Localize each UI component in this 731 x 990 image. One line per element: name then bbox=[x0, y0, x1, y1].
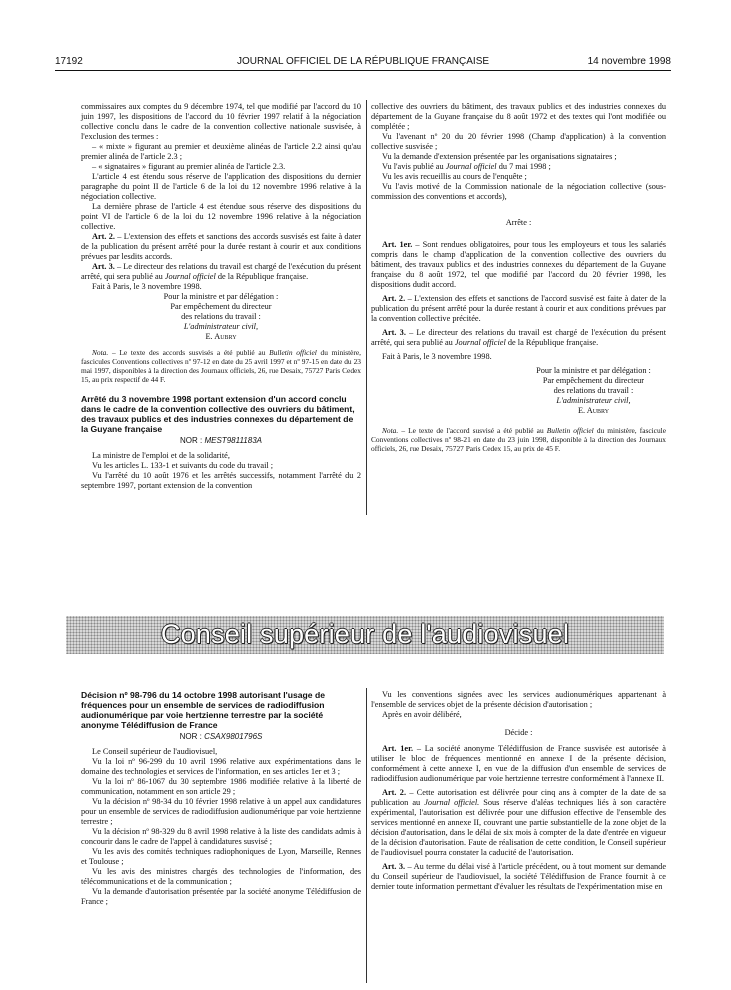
bulletin-ref: Bulletin officiel bbox=[269, 348, 317, 357]
article-2 bbox=[81, 232, 361, 262]
article-label: Art. 2. bbox=[382, 294, 406, 303]
text: Vu l'avis publié au bbox=[382, 162, 446, 171]
paragraph: Vu la demande d'autorisation présentée par la société anonyme Télédiffusion de France ; bbox=[81, 887, 361, 906]
footnote bbox=[371, 426, 666, 453]
section-banner bbox=[66, 616, 664, 654]
arrete-title: Arrêté du 3 novembre 1998 portant extension d'un accord conclu dans le cadre de la convention collective des ouvriers du bâtiment, des travaux publics et des industries connexes du département de la Guyane française bbox=[81, 394, 355, 434]
paragraph: Vu les articles L. 133-1 et suivants du code du travail ; bbox=[92, 461, 274, 470]
paragraph: – « signataires » figurant au premier alinéa de l'article 2.3. bbox=[92, 162, 286, 171]
article-label: Art. 2. bbox=[92, 232, 116, 241]
article-text: – L'extension des effets et sanctions de l'accord susvisé est faite à dater de la publication du présent arrêté pour la durée restant à courir et aux conditions prévues par la convention collective précitée. bbox=[371, 294, 667, 323]
signature-line: Pour la ministre et par délégation : bbox=[163, 292, 279, 301]
note-label: Nota. bbox=[92, 348, 109, 357]
note-label: Nota. bbox=[382, 426, 399, 435]
article-3 bbox=[371, 328, 666, 348]
header-rule bbox=[55, 70, 671, 71]
signature-name: E. Aubry bbox=[577, 406, 610, 415]
paragraph: L'article 4 est étendu sous réserve de l'application des dispositions du dernier paragraphe du point II de l'article 6 de la loi du 12 novembre 1996 relative à la négociation collective. bbox=[81, 172, 361, 201]
note-text: du ministère, fascicule Conventions collectives nº 98-21 en date du 23 juin 1998, disponible à la direction des Journaux officiels, 26, rue Desaix, 75727 Paris Cedex 15, au prix de 45 F. bbox=[371, 426, 666, 453]
arrete-heading: Arrête : bbox=[505, 218, 532, 227]
column-left-bottom bbox=[81, 690, 361, 907]
decision-title: Décision nº 98-796 du 14 octobre 1998 autorisant l'usage de fréquences pour un ensemble de services de radiodiffusion audionumérique par voie hertzienne terrestre par la société anonyme Télédiffusion de France bbox=[81, 690, 325, 730]
article-text: – Cette autorisation est délivrée pour cinq ans à compter de la date de sa publication au bbox=[371, 788, 666, 807]
column-right-top bbox=[371, 102, 666, 453]
date-line: Fait à Paris, le 3 novembre 1998. bbox=[382, 352, 492, 361]
nor-reference bbox=[81, 732, 361, 742]
paragraph: Le Conseil supérieur de l'audiovisuel, bbox=[92, 747, 218, 756]
signature-line: Pour la ministre et par délégation : bbox=[536, 366, 651, 375]
note-text: – Le texte des accords susvisés a été publié au bbox=[108, 348, 270, 357]
article-label: Art. 3. bbox=[382, 862, 406, 871]
signature-line bbox=[81, 322, 361, 332]
column-left-top bbox=[81, 102, 361, 491]
nor-label: NOR : bbox=[180, 436, 205, 445]
paragraph: Vu les avis des comités techniques radiophoniques de Lyon, Marseille, Rennes et Toulouse ; bbox=[81, 847, 361, 866]
paragraph: Vu les avis recueillis au cours de l'enquête ; bbox=[382, 172, 527, 181]
signature-line: des relations du travail : bbox=[181, 312, 261, 321]
article-text: – Le directeur des relations du travail est chargé de l'exécution du présent arrêté, qui sera publié au bbox=[371, 328, 667, 347]
bulletin-ref: Bulletin officiel bbox=[546, 426, 594, 435]
article-text: – Sont rendues obligatoires, pour tous les employeurs et tous les salariés compris dans le champ d'application de la convention collective des ouvriers du bâtiment, des travaux publics et des industries connexes du département de la Guyane française du 8 août 1972, tel que modifié par l'accord du 20 février 1998, les dispositions dudit accord. bbox=[371, 240, 666, 289]
article-text: de la République française. bbox=[505, 338, 599, 347]
column-right-bottom bbox=[371, 690, 666, 892]
signature-line: des relations du travail : bbox=[553, 386, 634, 395]
nor-label: NOR : bbox=[179, 732, 205, 741]
paragraph: Vu les conventions signées avec les services audionumériques appartenant à l'ensemble de services objet de la présente décision d'autorisation ; bbox=[371, 690, 666, 709]
paragraph: Vu l'avis motivé de la Commission nationale de la négociation collective (sous-commission des conventions et accords), bbox=[371, 182, 666, 201]
article-2 bbox=[371, 294, 666, 324]
article-2 bbox=[371, 788, 666, 858]
paragraph: Vu la demande d'extension présentée par les organisations signataires ; bbox=[382, 152, 617, 161]
paragraph: Vu la décision nº 98-34 du 10 février 1998 relative à un appel aux candidatures pour un ensemble de services de radiodiffusion audionumérique par voie hertzienne terrestre ; bbox=[81, 797, 361, 826]
journal-ref: Journal officiel bbox=[164, 272, 216, 281]
article-label: Art. 3. bbox=[92, 262, 115, 271]
article-text: de la République française. bbox=[215, 272, 309, 281]
section-title: Conseil supérieur de l'audiovisuel bbox=[160, 619, 570, 649]
paragraph: commissaires aux comptes du 9 décembre 1974, tel que modifié par l'accord du 10 juin 1997, les dispositions de l'accord du 10 février 1997 relatif à la négociation collective conclu dans le cadre de la convention collective nationale susvisée, à l'exclusion des termes : bbox=[81, 102, 361, 141]
article-3 bbox=[81, 262, 361, 282]
paragraph: La dernière phrase de l'article 4 est étendue sous réserve des dispositions du point VI de l'article 6 de la loi du 12 novembre 1996 relative à la négociation collective. bbox=[81, 202, 361, 231]
issue-date: 14 novembre 1998 bbox=[587, 56, 671, 67]
nor-code: MESТ9811183A bbox=[204, 436, 262, 445]
article-label: Art. 3. bbox=[382, 328, 406, 337]
paragraph: La ministre de l'emploi et de la solidarité, bbox=[92, 451, 230, 460]
signature-line: Par empêchement du directeur bbox=[542, 376, 645, 385]
signature-role: L'administrateur civil, bbox=[183, 322, 259, 331]
signature-line bbox=[521, 396, 666, 406]
paragraph: Vu la décision nº 98-329 du 8 avril 1998 relative à la liste des candidats admis à concourir dans le cadre de l'appel à candidatures susvisé ; bbox=[81, 827, 361, 846]
article-label: Art. 1er. bbox=[382, 240, 413, 249]
article-text: – Le directeur des relations du travail est chargé de l'exécution du présent arrêté, qui sera publié au bbox=[81, 262, 361, 281]
date-line: Fait à Paris, le 3 novembre 1998. bbox=[92, 282, 202, 291]
article-text: – Au terme du délai visé à l'article précédent, ou à tout moment sur demande du Conseil supérieur de l'audiovisuel, la société Télédiffusion de France fournit à ce dernier toute information permettant d'évaluer les résultats de l'expérimentation mise en bbox=[371, 862, 667, 891]
paragraph: – « mixte » figurant au premier et deuxième alinéas de l'article 2.2 ainsi qu'au premier alinéa de l'article 2.3 ; bbox=[81, 142, 361, 161]
article-text: – La société anonyme Télédiffusion de France susvisée est autorisée à utiliser le bloc de fréquences mentionné en annexe I de la présente décision, conformément à cette annexe I, en vue de la diffusion d'un ensemble de services de radiodiffusion audionumérique par voie hertzienne terrestre conformément à l'annexe II. bbox=[371, 744, 666, 783]
paragraph: Vu l'arrêté du 10 août 1976 et les arrêtés successifs, notamment l'arrêté du 2 septembre 1997, portant extension de la convention bbox=[81, 471, 361, 490]
page-number: 17192 bbox=[55, 56, 83, 67]
journal-title: JOURNAL OFFICIEL DE LA RÉPUBLIQUE FRANÇAISE bbox=[236, 56, 490, 67]
signature-line: Par empêchement du directeur bbox=[170, 302, 272, 311]
nor-reference bbox=[81, 436, 361, 446]
article-text: – L'extension des effets et sanctions des accords susvisés est faite à dater de la publication du présent arrêté pour la durée restant à courir et aux conditions prévues par lesdits accords. bbox=[81, 232, 362, 261]
paragraph: Vu l'avenant nº 20 du 20 février 1998 (Champ d'application) à la convention collective susvisée ; bbox=[371, 132, 666, 151]
journal-ref: Journal officiel bbox=[445, 162, 497, 171]
article-1 bbox=[371, 240, 666, 290]
paragraph bbox=[371, 162, 666, 172]
article-3 bbox=[371, 862, 666, 892]
paragraph: collective des ouvriers du bâtiment, des travaux publics et des industries connexes du département de la Guyane française du 8 août 1972 et des textes qui l'ont modifiée ou complétée ; bbox=[371, 102, 666, 131]
decide-heading: Décide : bbox=[504, 728, 533, 737]
paragraph: Vu la loi nº 86-1067 du 30 septembre 1986 modifiée relative à la liberté de communication, notamment en son article 29 ; bbox=[81, 777, 361, 796]
column-divider bbox=[366, 688, 367, 983]
journal-ref: Journal officiel. bbox=[424, 798, 480, 807]
paragraph: Vu la loi nº 96-299 du 10 avril 1996 relative aux expérimentations dans le domaine des technologies et services de l'information, en ses articles 1er et 3 ; bbox=[81, 757, 361, 776]
paragraph: Vu les avis des ministres chargés des technologies de l'information, des télécommunications et de la communication ; bbox=[81, 867, 361, 886]
footnote bbox=[81, 348, 361, 384]
note-text: du ministère, fascicules Conventions collectives nº 97-12 en date du 25 avril 1997 et nº 97-15 en date du 23 mai 1997, disponibles à la direction des Journaux officiels, 26, rue Desaix, 75727 Paris Cedex 15, au prix respectif de 44 F. bbox=[81, 348, 362, 384]
text: du 7 mai 1998 ; bbox=[496, 162, 551, 171]
nor-code: CSAX9801796S bbox=[204, 732, 263, 741]
article-1 bbox=[371, 744, 666, 784]
signature-role: L'administrateur civil, bbox=[556, 396, 631, 405]
note-text: – Le texte de l'accord susvisé a été publié au bbox=[398, 426, 547, 435]
column-divider bbox=[366, 100, 367, 515]
journal-ref: Journal officiel bbox=[454, 338, 506, 347]
article-text: Sous réserve d'aléas techniques liés à son caractère expérimental, l'autorisation est délivrée pour une diffusion effective de l'ensemble des services mentionné en annexe II, couvrant une partie substantielle de la zone objet de la décision d'autorisation, dans le délai de six mois à compter de la date d'entrée en vigueur de la décision d'autorisation. Faute de réalisation de cette condition, le Conseil supérieur de l'audiovisuel pourra constater la caducité de l'autorisation. bbox=[371, 798, 667, 857]
article-label: Art. 1er. bbox=[382, 744, 414, 753]
signature-name: E. Aubry bbox=[205, 332, 237, 341]
paragraph: Après en avoir délibéré, bbox=[382, 710, 462, 719]
article-label: Art. 2. bbox=[382, 788, 407, 797]
